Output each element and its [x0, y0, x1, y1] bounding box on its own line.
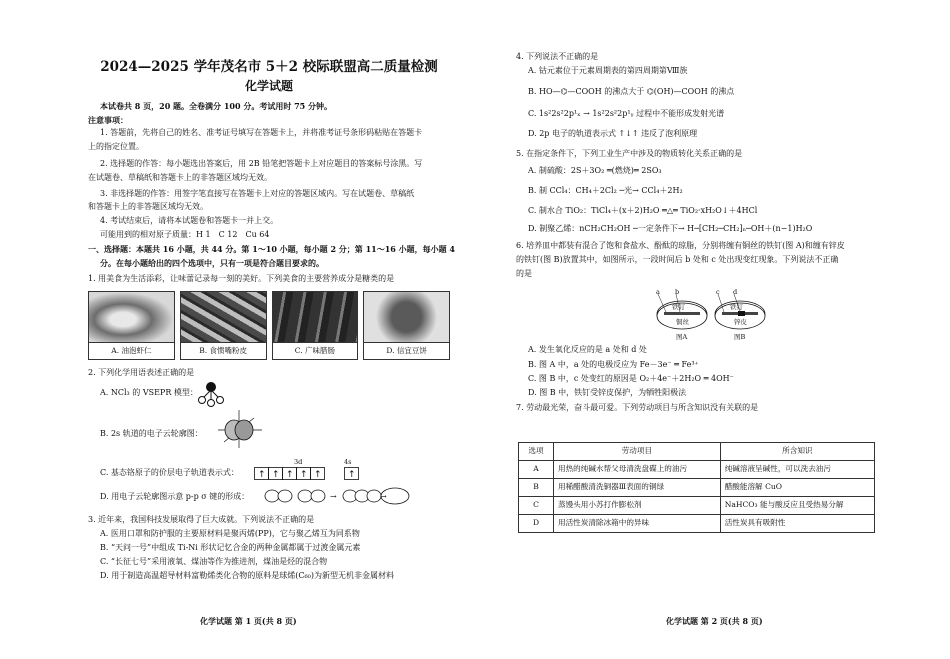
q3-option-d: D. 用于制造高温超导材料富勒烯类化合物的原料是球烯(C₆₀)为新型无机非金属材料 — [100, 571, 394, 580]
question-6-cont: 的是 — [516, 269, 532, 278]
right-page — [516, 0, 878, 659]
fig-label-b: b — [675, 288, 680, 296]
q6-option-a: A. 发生氧化反应的是 a 处和 d 处 — [528, 345, 647, 354]
table-cell: 用活性炭清除冰箱中的异味 — [554, 515, 721, 533]
atomic-masses: 可能用到的相对原子质量：H 1 C 12 Cu 64 — [100, 230, 270, 239]
food-photo — [181, 292, 266, 343]
fig-caption-b: 图B — [734, 333, 746, 341]
q3-option-a: A. 医用口罩和防护服的主要原材料是聚丙烯(PP)，它与聚乙烯互为同系物 — [100, 529, 360, 538]
q3-option-b: B. “天问一号”中组成 Ti-Ni 形状记忆合金的两种金属都属于过渡金属元素 — [100, 543, 361, 552]
svg-text:→: → — [330, 492, 337, 501]
q4-option-b: B. HO—⌬—COOH 的沸点大于 ⌬(OH)—COOH 的沸点 — [528, 87, 735, 96]
table-cell: 纯碱溶液呈碱性，可以洗去油污 — [720, 461, 874, 479]
table-cell: B — [519, 479, 554, 497]
table-cell: 醋酸能溶解 CuO — [720, 479, 874, 497]
note-line: 上的指定位置。 — [88, 142, 144, 151]
note-line: 和答题卡上的非答题区域均无效。 — [88, 202, 208, 211]
note-line: 1. 答题前，先将自己的姓名、准考证号填写在答题卡上，并将准考证号条形码粘贴在答题卡 — [100, 128, 423, 137]
question-2: 2. 下列化学用语表述正确的是 — [88, 368, 195, 377]
q6-option-c: C. 图 B 中，c 处变红的原因是 O₂＋4e⁻＋2H₂O ═ 4OH⁻ — [528, 374, 734, 383]
svg-text:→: → — [380, 492, 387, 501]
q1-option-a-figure — [88, 291, 175, 360]
section-heading: 一、选择题：本题共 16 小题，共 44 分。第 1～10 小题，每小题 2 分；第 11～16 小题，每小题 4 — [88, 244, 455, 254]
q5-option-a: A. 制硫酸：2S＋3O₂ ═(燃烧)═ 2SO₃ — [528, 166, 662, 175]
q2-option-b: B. 2s 轨道的电子云轮廓图： — [100, 429, 203, 438]
svg-text:↑: ↑ — [286, 470, 294, 480]
table-row — [519, 497, 875, 515]
fig-label-iron-nail: 铁钉 — [672, 303, 685, 311]
table-cell: 活性炭具有吸附性 — [720, 515, 874, 533]
svg-text:↑: ↑ — [314, 470, 322, 480]
q3-option-c: C. “长征七号”采用液氧、煤油等作为推进剂，煤油是烃的混合物 — [100, 557, 328, 566]
table-cell: 蒸馒头用小苏打作膨松剂 — [554, 497, 721, 515]
fig-label-a: a — [656, 288, 660, 296]
table-cell: A — [519, 461, 554, 479]
q2-option-a: A. NCl₃ 的 VSEPR 模型： — [100, 388, 198, 397]
note-line: 2. 选择题的作答：每小题选出答案后，用 2B 铅笔把答题卡上对应题目的答案标号涂黑。写 — [100, 159, 423, 168]
orbital-label-4s: 4s — [344, 458, 352, 466]
q7-table — [518, 442, 875, 533]
q1-option-a: A. 油泡虾仁 — [111, 346, 152, 355]
table-row — [519, 515, 875, 533]
fig-label-d: d — [733, 288, 738, 296]
question-7: 7. 劳动最光荣，奋斗最可爱。下列劳动项目与所含知识没有关联的是 — [516, 403, 759, 412]
note-line: 在试题卷、草稿纸和答题卡上的非答题区域均无效。 — [88, 173, 272, 182]
table-header-row — [519, 443, 875, 461]
page-footer: 化学试题 第 1 页(共 8 页) — [200, 616, 297, 626]
fig-label-c: c — [716, 288, 720, 296]
fig-caption-a: 图A — [676, 333, 688, 341]
q1-option-d-figure — [363, 291, 450, 360]
fig-label-iron-nail: 铁钉 — [730, 303, 743, 311]
question-1: 1. 用美食为生活添彩，让味蕾记录每一刻的美好。下列美食的主要营养成分是糖类的是 — [88, 274, 395, 283]
food-photo — [364, 292, 449, 343]
q1-image-row — [88, 291, 450, 360]
table-header: 选项 — [519, 443, 554, 461]
svg-text:↑: ↑ — [258, 470, 266, 480]
exam-title: 2024—2025 学年茂名市 5＋2 校际联盟高二质量检测 — [100, 59, 438, 75]
table-cell: 用稀醋酸清洗铜器Ⅲ表面的铜绿 — [554, 479, 721, 497]
note-line: 4. 考试结束后，请将本试题卷和答题卡一并上交。 — [100, 216, 279, 225]
page-footer: 化学试题 第 2 页(共 8 页) — [666, 616, 763, 626]
food-photo — [89, 292, 174, 343]
petri-dish-figure — [654, 288, 770, 342]
table-cell: D — [519, 515, 554, 533]
q4-option-c: C. 1s²2s²2p¹ₓ → 1s²2s²2p¹ᵧ 过程中不能形成发射光谱 — [528, 109, 725, 118]
note-line: 3. 非选择题的作答：用签字笔直接写在答题卡上对应的答题区域内。写在试题卷、草稿纸 — [100, 189, 415, 198]
q5-option-c: C. 制水合 TiO₂：TiCl₄＋(x＋2)H₂O ═△═ TiO₂·xH₂O↓＋4HCl — [528, 206, 758, 215]
svg-text:↑: ↑ — [272, 470, 280, 480]
q4-option-d: D. 2p 电子的轨道表示式 ↑↓↑ 违反了泡利原理 — [528, 129, 698, 138]
food-photo — [273, 292, 358, 343]
notes-heading: 注意事项： — [88, 115, 128, 125]
question-3: 3. 近年来，我国科技发展取得了巨大成就。下列说法不正确的是 — [88, 515, 315, 524]
table-row — [519, 461, 875, 479]
fig-label-copper-wire: 铜丝 — [676, 318, 689, 326]
table-cell: NaHCO₃ 能与酸反应且受热易分解 — [720, 497, 874, 515]
section-heading: 分。在每小题给出的四个选项中，只有一项是符合题目要求的。 — [100, 258, 324, 268]
q1-option-c: C. 广味腊肠 — [294, 346, 335, 355]
table-header: 所含知识 — [720, 443, 874, 461]
question-6-cont: 的铁钉(图 B)放置其中，如图所示，一段时间后 b 处和 c 处出现变红现象。下列说法不正确 — [516, 255, 839, 264]
question-5: 5. 在指定条件下，下列工业生产中涉及的物质转化关系正确的是 — [516, 149, 743, 158]
q2-option-d: D. 用电子云轮廓图示意 p-p σ 键的形成： — [100, 492, 250, 501]
question-4: 4. 下列说法不正确的是 — [516, 52, 599, 61]
q4-option-a: A. 钴元素位于元素周期表的第四周期第Ⅷ族 — [528, 66, 688, 75]
fig-label-zinc-sheet: 锌皮 — [734, 318, 747, 326]
q1-option-d: D. 信宜豆饼 — [386, 346, 427, 355]
table-cell: 用热的纯碱水帮父母清洗盘碟上的油污 — [554, 461, 721, 479]
exam-subject: 化学试题 — [244, 79, 293, 93]
orbital-diagram — [254, 467, 366, 480]
q5-option-d: D. 制聚乙烯：nCH₂CH₂OH ─一定条件下→ H─[CH₂─CH₂]ₙ─OH＋(n−1)H₂O — [528, 224, 813, 233]
q6-option-b: B. 图 A 中，a 处的电极反应为 Fe－3e⁻ ═ Fe³⁺ — [528, 360, 699, 369]
q1-option-b: B. 食惯嘴粉皮 — [199, 346, 248, 355]
table-header: 劳动项目 — [554, 443, 721, 461]
table-row — [519, 479, 875, 497]
orbital-label-3d: 3d — [294, 458, 303, 466]
2s-orbital-figure — [214, 408, 264, 450]
vsepr-model — [196, 381, 226, 407]
table-cell: C — [519, 497, 554, 515]
q2-option-c: C. 基态铬原子的价层电子轨道表示式： — [100, 468, 239, 477]
q6-option-d: D. 图 B 中，铁钉受锌皮保护，为牺牲阳极法 — [528, 388, 687, 397]
question-6: 6. 培养皿中都装有混合了饱和食盐水、酚酞的琼脂，分别将缠有铜丝的铁钉(图 A)和缠有锌皮 — [516, 241, 845, 250]
exam-intro: 本试卷共 8 页，20 题。全卷满分 100 分。考试用时 75 分钟。 — [100, 101, 333, 111]
left-page — [88, 0, 455, 659]
p-p-sigma-bond-figure — [260, 484, 410, 508]
svg-text:↑: ↑ — [300, 470, 308, 480]
q1-option-b-figure — [180, 291, 267, 360]
svg-text:↑: ↑ — [348, 470, 356, 480]
q5-option-b: B. 制 CCl₄：CH₄＋2Cl₂ ─光→ CCl₄＋2H₂ — [528, 186, 683, 195]
q1-option-c-figure — [272, 291, 359, 360]
